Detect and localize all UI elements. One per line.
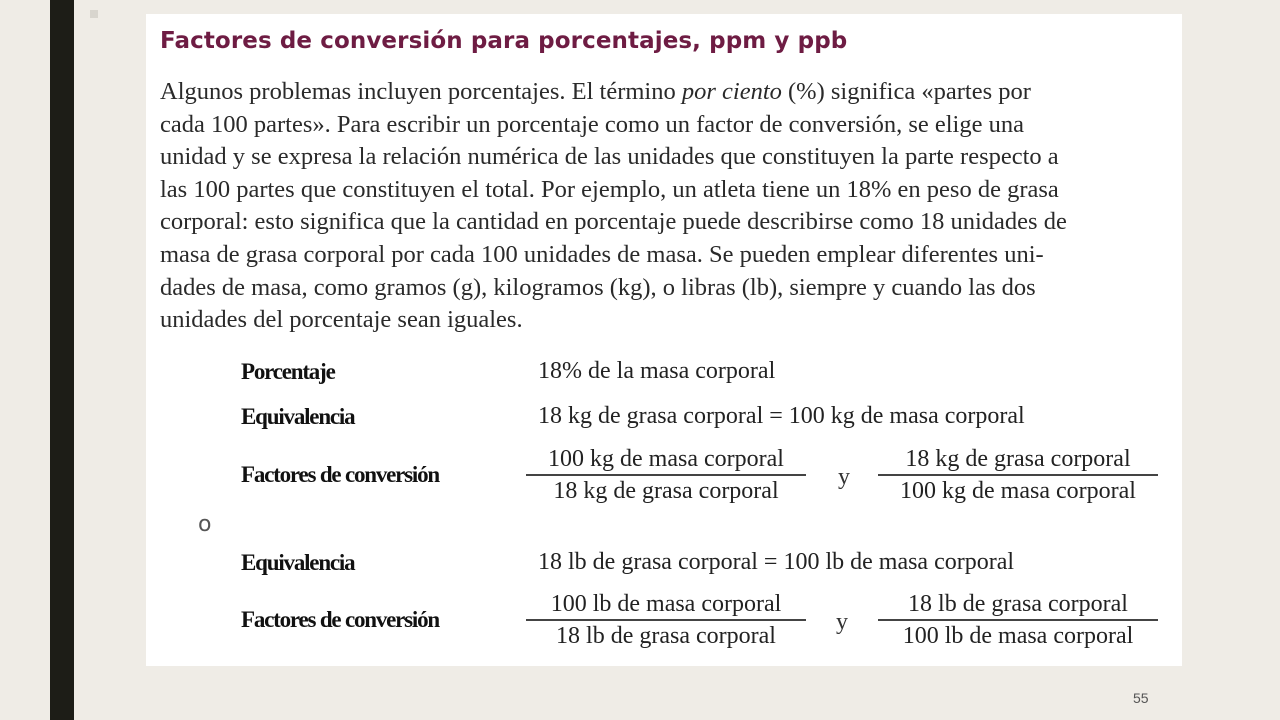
paragraph-line: corporal: esto significa que la cantidad en porcentaje puede describirse como 18 unidades de xyxy=(160,208,1067,236)
fraction-numerator: 100 lb de masa corporal xyxy=(550,591,782,617)
textbook-excerpt-image xyxy=(146,14,1182,666)
fraction-denominator: 18 kg de grasa corporal xyxy=(526,474,806,506)
intro-paragraph xyxy=(160,76,1067,337)
fraction-denominator: 100 lb de masa corporal xyxy=(878,619,1158,651)
fraction-denominator: 18 lb de grasa corporal xyxy=(526,619,806,651)
conversion-factor-kg-1 xyxy=(526,444,806,506)
conversion-factor-kg-2 xyxy=(878,444,1158,506)
paragraph-line: unidad y se expresa la relación numérica de las unidades que constituyen la parte respecto a xyxy=(160,143,1059,171)
equivalence-value-kg: 18 kg de grasa corporal = 100 kg de masa corporal xyxy=(538,403,1025,429)
conversion-factors-label-kg: Factores de conversión xyxy=(241,462,440,487)
slide-left-accent-bar xyxy=(50,0,74,720)
italic-term: por ciento xyxy=(681,78,782,105)
fraction-numerator: 18 kg de grasa corporal xyxy=(905,446,1131,472)
conversion-factor-lb-1 xyxy=(526,589,806,651)
or-separator: o xyxy=(198,512,212,537)
paragraph-line: dades de masa, como gramos (g), kilogramos (kg), o libras (lb), siempre y cuando las dos xyxy=(160,273,1036,301)
equivalence-label-lb: Equivalencia xyxy=(241,550,355,575)
fraction-numerator: 100 kg de masa corporal xyxy=(548,446,784,472)
paragraph-text: Algunos problemas incluyen porcentajes. El término xyxy=(160,78,682,105)
paragraph-line: cada 100 partes». Para escribir un porcentaje como un factor de conversión, se elige una xyxy=(160,110,1024,138)
conjunction-y-lb: y xyxy=(836,609,848,635)
equivalence-value-lb: 18 lb de grasa corporal = 100 lb de masa corporal xyxy=(538,549,1015,575)
fraction-denominator: 100 kg de masa corporal xyxy=(878,474,1158,506)
slide-page-number: 55 xyxy=(1133,690,1149,706)
percentage-label: Porcentaje xyxy=(241,359,335,384)
conjunction-y-kg: y xyxy=(838,464,850,490)
paragraph-line: masa de grasa corporal por cada 100 unidades de masa. Se pueden emplear diferentes uni- xyxy=(160,240,1044,268)
paragraph-text: (%) significa «partes por xyxy=(781,78,1031,105)
slide-bullet-marker xyxy=(90,10,98,18)
section-title: Factores de conversión para porcentajes, ppm y ppb xyxy=(160,28,848,54)
fraction-numerator: 18 lb de grasa corporal xyxy=(908,591,1128,617)
equivalence-label-kg: Equivalencia xyxy=(241,404,355,429)
conversion-factor-lb-2 xyxy=(878,589,1158,651)
conversion-factors-label-lb: Factores de conversión xyxy=(241,607,440,632)
paragraph-line: las 100 partes que constituyen el total. Por ejemplo, un atleta tiene un 18% en peso de grasa xyxy=(160,175,1059,203)
paragraph-line: unidades del porcentaje sean iguales. xyxy=(160,306,523,334)
paragraph-line xyxy=(160,76,1067,109)
percentage-value: 18% de la masa corporal xyxy=(538,358,776,384)
